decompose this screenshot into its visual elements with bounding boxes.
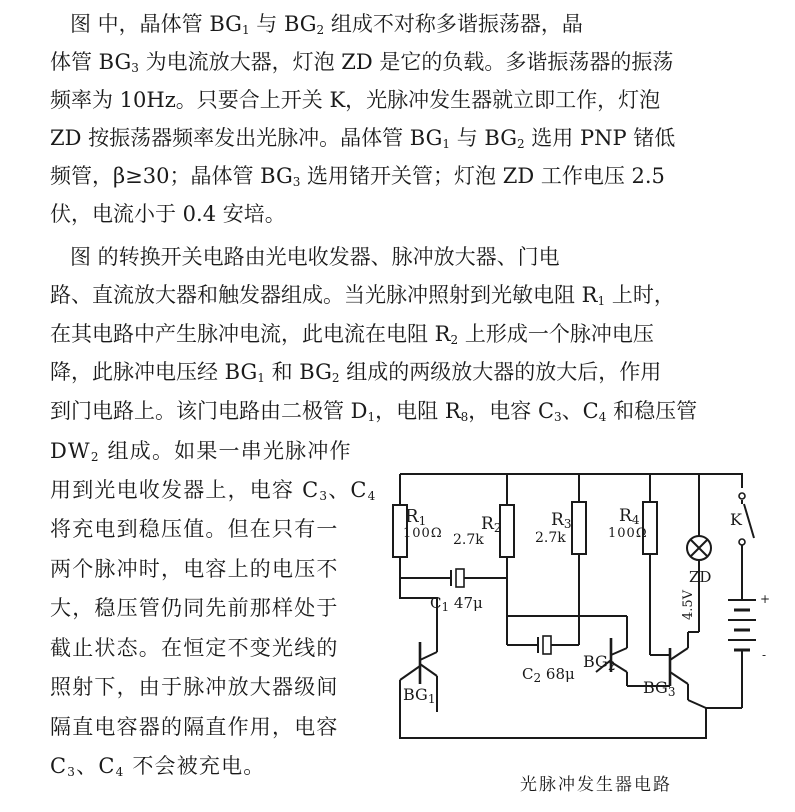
text-run: 用到光电收发器上，电容 C	[50, 478, 320, 502]
text-line	[50, 752, 266, 780]
subscript: 1	[597, 294, 606, 308]
capacitor-c1	[451, 569, 507, 587]
subscript: 4	[367, 489, 377, 503]
capacitor-c2	[507, 616, 579, 654]
label-battery-plus: +	[760, 592, 771, 606]
text-run: 不会被充电。	[124, 754, 266, 778]
label-c2: $C_2$ 68μ	[522, 665, 575, 685]
text-line	[70, 10, 583, 38]
label-r2: $R_2$	[481, 514, 502, 535]
subscript: 1	[442, 137, 451, 151]
text-run: 将充电到稳压值。但在只有一	[50, 517, 339, 541]
battery-icon	[728, 600, 756, 708]
text-line	[50, 713, 339, 741]
text-run: 选用锗开关管；灯泡 ZD 工作电压 2.5	[300, 164, 665, 188]
text-run: 伏，电流小于 0.4 安培。	[50, 202, 286, 226]
text-run: 组成。如果一串光脉冲作	[99, 439, 352, 463]
text-run: 隔直电容器的隔直作用，电容	[50, 715, 339, 739]
text-run: 图 的转换开关电路由光电收发器、脉冲放大器、门电	[70, 245, 560, 269]
text-run: 照射下，由于脉冲放大器级间	[50, 675, 339, 699]
label-battery-voltage: 4.5V	[681, 589, 696, 620]
subscript: 4	[598, 410, 607, 424]
subscript: 3	[292, 175, 301, 189]
text-line	[50, 673, 339, 701]
top-rail-wire	[400, 474, 742, 505]
bottom-rail-wire	[400, 700, 742, 738]
text-run: 路、直流放大器和触发器组成。当光脉冲照射到光敏电阻 R	[50, 283, 598, 307]
text-line	[50, 358, 661, 386]
subscript: 8	[460, 410, 469, 424]
subscript: 1	[367, 410, 376, 424]
text-run: 到门电路上。该门电路由二极管 D	[50, 399, 368, 423]
r4-branch-wire	[650, 554, 670, 655]
label-lamp-zd: ZD	[689, 568, 712, 586]
text-line	[50, 320, 654, 348]
r2-branch-wire	[507, 557, 627, 648]
resistor-r2	[500, 505, 514, 557]
subscript: 1	[257, 371, 265, 385]
subscript: 3	[554, 410, 562, 424]
text-run: 与 BG	[450, 126, 517, 150]
text-run: 上时，	[605, 283, 675, 307]
subscript: 2	[90, 450, 100, 464]
text-line	[50, 634, 339, 662]
text-run: 和稳压管	[606, 399, 698, 423]
text-run: 在其电路中产生脉冲电流，此电流在电阻 R	[50, 322, 451, 346]
text-line	[50, 281, 675, 309]
label-r4: $R_4$	[619, 506, 640, 527]
text-run: DW	[50, 439, 91, 463]
text-run: 选用 PNP 锗低	[524, 126, 676, 150]
label-r1-value: 100Ω	[403, 526, 443, 541]
circuit-diagram	[375, 460, 795, 790]
text-run: 图 中，晶体管 BG	[70, 12, 242, 36]
text-run: 组成不对称多谐振荡器，晶	[324, 12, 583, 36]
label-bg2: $BG_2$	[583, 652, 616, 673]
text-run: 两个脉冲时，电容上的电压不	[50, 557, 339, 581]
text-line	[50, 476, 377, 504]
text-line	[50, 200, 286, 228]
text-run: 、C	[76, 754, 116, 778]
label-r3: $R_3$	[551, 510, 572, 531]
label-r4-value: 100Ω	[608, 526, 648, 541]
label-r3-value: 2.7k	[535, 530, 566, 546]
text-run: 截止状态。在恒定不变光线的	[50, 636, 339, 660]
subscript: 2	[316, 23, 325, 37]
figure-caption: 光脉冲发生器电路	[520, 775, 672, 795]
subscript: 2	[516, 137, 525, 151]
subscript: 3	[67, 765, 77, 779]
label-r2-value: 2.7k	[453, 532, 484, 548]
label-bg1: $BG_1$	[403, 685, 436, 706]
subscript: 4	[115, 765, 125, 779]
text-line	[50, 437, 352, 465]
text-run: 体管 BG	[50, 50, 132, 74]
text-run: 频率为 10Hz。只要合上开关 K，光脉冲发生器就立即工作，灯泡	[50, 88, 661, 112]
text-line	[50, 515, 339, 543]
text-line	[50, 594, 339, 622]
text-line	[50, 48, 673, 76]
label-r1: $R_1$	[405, 506, 427, 528]
label-c1: $C_1$ 47μ	[430, 594, 483, 614]
text-run: C	[50, 754, 68, 778]
label-battery-minus: -	[762, 648, 767, 662]
text-line	[50, 555, 339, 583]
text-run: 频管，β≥30；晶体管 BG	[50, 164, 293, 188]
text-run: 、C	[328, 478, 368, 502]
text-run: 组成的两级放大器的放大后，作用	[339, 360, 662, 384]
resistor-r3	[572, 502, 586, 554]
label-switch-k: K	[730, 510, 742, 529]
subscript: 1	[241, 23, 250, 37]
text-run: 和 BG	[264, 360, 332, 384]
text-run: 与 BG	[249, 12, 317, 36]
subscript: 3	[131, 61, 139, 75]
text-run: 大，稳压管仍同先前那样处于	[50, 596, 339, 620]
text-line	[70, 243, 560, 271]
subscript: 2	[331, 371, 340, 385]
text-run: 为电流放大器，灯泡 ZD 是它的负载。多谐振荡器的振荡	[138, 50, 674, 74]
label-bg3: $BG_3$	[643, 678, 676, 699]
text-line	[50, 124, 675, 152]
text-line	[50, 162, 665, 190]
text-run: ZD 按振荡器频率发出光脉冲。晶体管 BG	[50, 126, 443, 150]
text-run: 上形成一个脉冲电压	[458, 322, 654, 346]
text-line	[50, 86, 660, 114]
text-run: 降，此脉冲电压经 BG	[50, 360, 258, 384]
text-run: ，电容 C	[468, 399, 555, 423]
text-line	[50, 397, 697, 425]
subscript: 3	[319, 489, 329, 503]
subscript: 2	[450, 333, 459, 347]
text-run: 、C	[561, 399, 599, 423]
text-run: ，电阻 R	[375, 399, 461, 423]
